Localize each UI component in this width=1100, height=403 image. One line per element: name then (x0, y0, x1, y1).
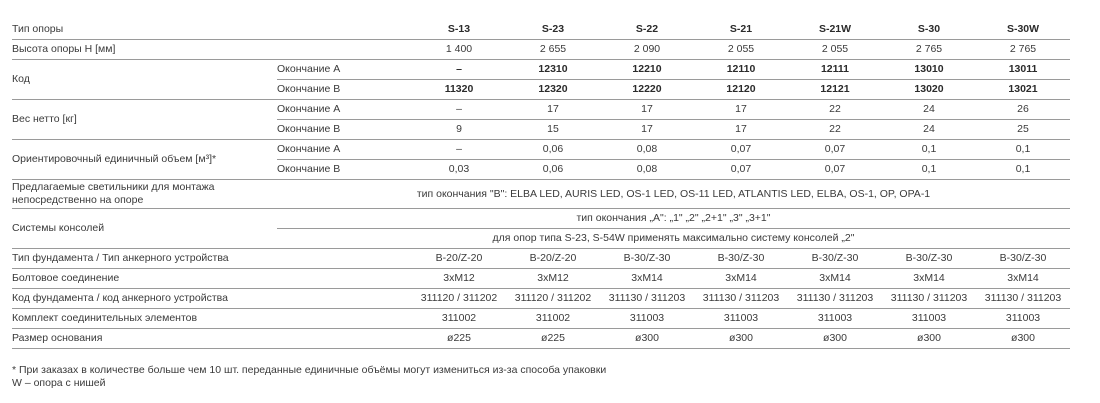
table-cell: 24 (882, 100, 976, 120)
table-cell: 3xM12 (412, 269, 506, 289)
table-cell: 9 (412, 120, 506, 140)
table-cell: 12320 (506, 80, 600, 100)
table-cell: 1 400 (412, 40, 506, 60)
table-cell: 22 (788, 120, 882, 140)
row-base (12, 329, 1070, 349)
model-header: S-30W (976, 20, 1070, 40)
row-label: Размер основания (12, 329, 412, 349)
table-cell: 2 055 (788, 40, 882, 60)
table-cell: 0,08 (600, 140, 694, 160)
ending-label: Окончание B (277, 120, 412, 140)
table-cell: ø300 (882, 329, 976, 349)
table-cell: 13011 (976, 60, 1070, 80)
table-cell: 311002 (412, 309, 506, 329)
footnote-niche: W – опора с нишей (12, 377, 106, 389)
table-cell: ø300 (694, 329, 788, 349)
table-cell: 0,03 (412, 160, 506, 180)
table-cell: 12310 (506, 60, 600, 80)
table-cell: 0,06 (506, 140, 600, 160)
table-cell: 3xM12 (506, 269, 600, 289)
model-header: S-23 (506, 20, 600, 40)
model-header: S-21 (694, 20, 788, 40)
table-cell: 3xM14 (882, 269, 976, 289)
table-cell: 0,1 (976, 160, 1070, 180)
model-header: S-21W (788, 20, 882, 40)
model-header: S-30 (882, 20, 976, 40)
row-kit (12, 309, 1070, 329)
table-cell: 311120 / 311202 (506, 289, 600, 309)
table-cell: 311003 (694, 309, 788, 329)
table-cell: ø225 (506, 329, 600, 349)
table-cell: 0,07 (788, 160, 882, 180)
table-cell: 12110 (694, 60, 788, 80)
table-cell: B-30/Z-30 (976, 249, 1070, 269)
table-cell: 3xM14 (694, 269, 788, 289)
table-cell: 311130 / 311203 (882, 289, 976, 309)
row-label: Код (12, 60, 277, 100)
table-cell: 0,07 (788, 140, 882, 160)
table-cell: 311003 (600, 309, 694, 329)
table-cell: 311130 / 311203 (788, 289, 882, 309)
table-cell: 2 090 (600, 40, 694, 60)
luminaires-text: тип окончания "B": ELBA LED, AURIS LED, OS-1 LED, OS-11 LED, ATLANTIS LED, ELBA, OS-1, OP, OPA-1 (277, 180, 1070, 209)
table-cell: 0,07 (694, 140, 788, 160)
footnotes (12, 364, 606, 390)
row-label: Тип фундамента / Тип анкерного устройства (12, 249, 412, 269)
table-cell: 13010 (882, 60, 976, 80)
table-cell: B-30/Z-30 (694, 249, 788, 269)
model-header: S-22 (600, 20, 694, 40)
table-cell: 2 765 (882, 40, 976, 60)
row-luminaires (12, 180, 1070, 209)
table-cell: 13020 (882, 80, 976, 100)
table-cell: 311130 / 311203 (976, 289, 1070, 309)
table-cell: 3xM14 (976, 269, 1070, 289)
row-type (12, 20, 1070, 40)
table-cell: 13021 (976, 80, 1070, 100)
row-height (12, 40, 1070, 60)
table-cell: 12220 (600, 80, 694, 100)
table-cell: 311002 (506, 309, 600, 329)
table-cell: 0,1 (882, 140, 976, 160)
table-cell: B-20/Z-20 (506, 249, 600, 269)
table-cell: – (412, 60, 506, 80)
row-label: Предлагаемые светильники для монтажа непосредственно на опоре (12, 180, 277, 209)
table-cell: ø300 (788, 329, 882, 349)
table-cell: 12120 (694, 80, 788, 100)
table-cell: 311003 (976, 309, 1070, 329)
table-cell: – (412, 140, 506, 160)
table-cell: 311003 (882, 309, 976, 329)
table-cell: 0,08 (600, 160, 694, 180)
table-cell: 17 (506, 100, 600, 120)
table-cell: 311120 / 311202 (412, 289, 506, 309)
ending-label: Окончание B (277, 160, 412, 180)
table-cell: 24 (882, 120, 976, 140)
table-cell: 311003 (788, 309, 882, 329)
row-label: Болтовое соединение (12, 269, 412, 289)
row-code-a (12, 60, 1070, 80)
table-cell: 12210 (600, 60, 694, 80)
table-cell: 0,1 (882, 160, 976, 180)
footnote-packaging: * При заказах в количестве больше чем 10 шт. переданные единичные объёмы могут измениться из-за способа упаковки (12, 364, 607, 376)
table-cell: 0,07 (694, 160, 788, 180)
table-cell: B-20/Z-20 (412, 249, 506, 269)
table-cell: B-30/Z-30 (882, 249, 976, 269)
table-cell: 311130 / 311203 (600, 289, 694, 309)
ending-label: Окончание A (277, 140, 412, 160)
table-cell: 0,1 (976, 140, 1070, 160)
row-label: Ориентировочный единичный объем [м³]* (12, 140, 277, 180)
row-label: Комплект соединительных элементов (12, 309, 412, 329)
table-cell: 12111 (788, 60, 882, 80)
row-label: Системы консолей (12, 209, 277, 249)
table-cell: 25 (976, 120, 1070, 140)
row-bolts (12, 269, 1070, 289)
table-cell: 3xM14 (788, 269, 882, 289)
table-cell: B-30/Z-30 (788, 249, 882, 269)
table-cell: 17 (600, 120, 694, 140)
table-cell: 11320 (412, 80, 506, 100)
row-consoles-1 (12, 209, 1070, 229)
table-cell: ø300 (600, 329, 694, 349)
table-cell: 2 655 (506, 40, 600, 60)
table-cell: 2 765 (976, 40, 1070, 60)
row-label: Высота опоры H [мм] (12, 40, 412, 60)
row-volume-a (12, 140, 1070, 160)
table-cell: B-30/Z-30 (600, 249, 694, 269)
table-cell: 2 055 (694, 40, 788, 60)
specification-table (12, 20, 1070, 349)
consoles-note: для опор типа S-23, S-54W применять максимально систему консолей „2" (277, 229, 1070, 249)
row-label: Тип опоры (12, 20, 412, 40)
table-cell: 15 (506, 120, 600, 140)
table-cell: ø225 (412, 329, 506, 349)
model-header: S-13 (412, 20, 506, 40)
table-cell: 17 (600, 100, 694, 120)
row-foundation-code (12, 289, 1070, 309)
table-cell: 12121 (788, 80, 882, 100)
ending-label: Окончание A (277, 100, 412, 120)
table-cell: ø300 (976, 329, 1070, 349)
row-weight-a (12, 100, 1070, 120)
ending-label: Окончание A (277, 60, 412, 80)
table-cell: 311130 / 311203 (694, 289, 788, 309)
ending-label: Окончание B (277, 80, 412, 100)
table-cell: 3xM14 (600, 269, 694, 289)
consoles-text: тип окончания „A": „1" „2" „2+1" „3" „3+1" (277, 209, 1070, 229)
table-cell: 17 (694, 120, 788, 140)
table-cell: – (412, 100, 506, 120)
table-cell: 0,06 (506, 160, 600, 180)
row-foundation (12, 249, 1070, 269)
row-label: Код фундамента / код анкерного устройства (12, 289, 412, 309)
table-cell: 26 (976, 100, 1070, 120)
table-cell: 17 (694, 100, 788, 120)
row-label: Вес нетто [кг] (12, 100, 277, 140)
table-cell: 22 (788, 100, 882, 120)
